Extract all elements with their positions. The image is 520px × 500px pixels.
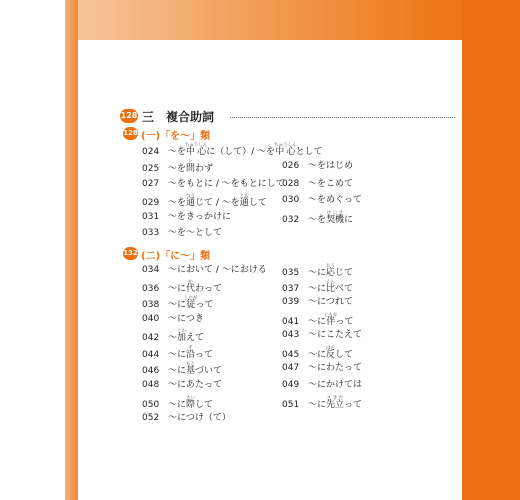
entry-024: 024 ～を中心ちゅうしんに（して）/ ～を中心ちゅうしんとして xyxy=(142,143,323,157)
entry-051: 051 ～に先立さきだって xyxy=(282,396,363,410)
section-title: 三 複合助詞 xyxy=(142,110,215,124)
entry-035: 035 ～に応おうじて xyxy=(282,264,354,278)
entry-040: 040 ～につき xyxy=(142,314,204,324)
entry-036: 036 ～に代かわって xyxy=(142,280,222,294)
subsection-page-badge: 128 xyxy=(123,127,138,140)
entry-043: 043 ～にこたえて xyxy=(282,330,363,340)
subsection-page-badge: 132 xyxy=(123,247,138,260)
header-gradient-bar xyxy=(65,0,520,40)
entry-026: 026 ～をはじめ xyxy=(282,161,354,171)
entry-034: 034 ～において / ～における xyxy=(142,265,267,275)
entry-050: 050 ～に際さいして xyxy=(142,396,214,410)
entry-032: 032 ～を契機けいきに xyxy=(282,211,354,225)
entry-052: 052 ～につけ（て） xyxy=(142,413,231,423)
section-page-badge: 128 xyxy=(120,109,138,123)
entry-049: 049 ～にかけては xyxy=(282,380,363,390)
dotted-leader xyxy=(230,117,455,118)
entry-033: 033 ～を～として xyxy=(142,228,223,238)
entry-046: 046 ～に基もとづいて xyxy=(142,362,223,376)
entry-037: 037 ～に比くらべて xyxy=(282,280,354,294)
subsection-title: (二)「に～」類 xyxy=(141,251,211,262)
left-margin-bar xyxy=(65,0,78,500)
entry-030: 030 ～をめぐって xyxy=(282,195,362,205)
entry-031: 031 ～をきっかけに xyxy=(142,212,232,222)
entry-028: 028 ～をこめて xyxy=(282,179,354,189)
entry-029: 029 ～を通つうじて / ～を通とおして xyxy=(142,194,267,208)
entry-047: 047 ～にわたって xyxy=(282,363,363,373)
entry-038: 038 ～に従したがって xyxy=(142,296,214,310)
entry-042: 042 ～加くわえて xyxy=(142,329,205,343)
entry-044: 044 ～に沿そって xyxy=(142,346,214,360)
entry-027: 027 ～をもとに / ～をもとにして xyxy=(142,179,285,189)
entry-025: 025 ～を問とわず xyxy=(142,160,214,174)
entry-045: 045 ～に反はんして xyxy=(282,346,354,360)
entry-048: 048 ～にあたって xyxy=(142,380,223,390)
entry-039: 039 ～につれて xyxy=(282,297,353,307)
section-heading xyxy=(120,108,455,126)
entry-041: 041 ～に伴ともなって xyxy=(282,313,354,327)
subsection-title: (一)「を～」類 xyxy=(141,131,211,142)
right-margin-bar xyxy=(462,0,520,500)
